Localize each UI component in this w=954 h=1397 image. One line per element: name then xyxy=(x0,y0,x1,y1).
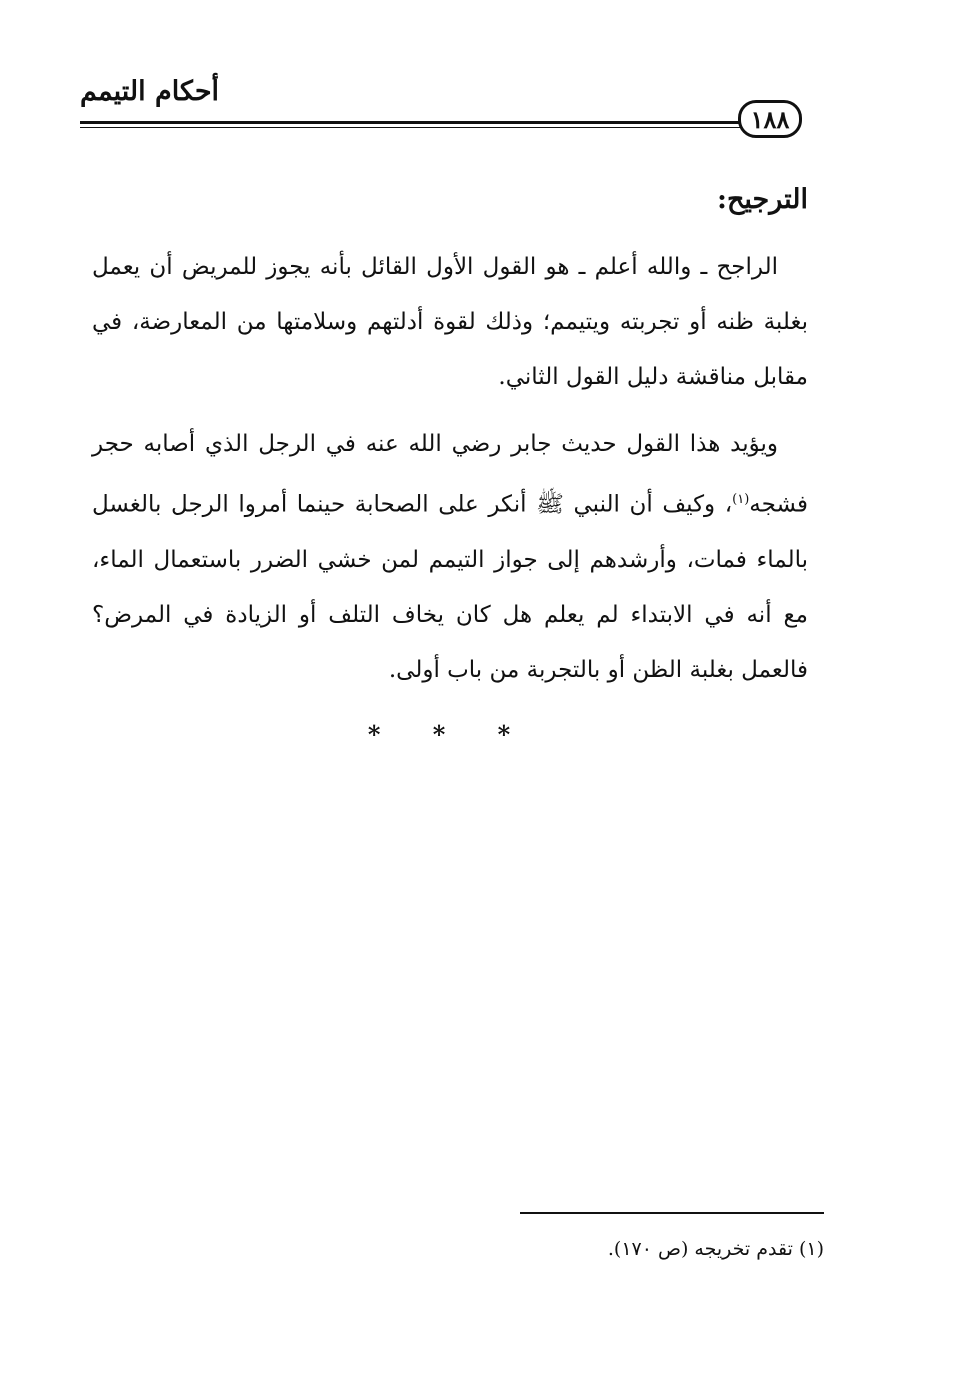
main-content xyxy=(92,178,808,749)
footnote-rule xyxy=(520,1212,824,1214)
section-separator: * * * xyxy=(367,719,533,749)
header-rule xyxy=(80,121,740,124)
paragraph-2 xyxy=(92,417,808,698)
paragraph-2-part-a: ويؤيد هذا القول حديث جابر رضي الله عنه في الرجل الذي أصابه حجر فشجه xyxy=(92,431,808,518)
section-heading: الترجيح: xyxy=(716,184,808,215)
footnote-text: تقدم تخريجه (ص ١٧٠). xyxy=(607,1238,793,1260)
footnote-number: (١) xyxy=(798,1238,824,1260)
footnote xyxy=(420,1238,824,1260)
page-number: ١٨٨ xyxy=(750,104,790,134)
footnote-reference: (١) xyxy=(732,492,750,507)
paragraph-1: الراجح ـ والله أعلم ـ هو القول الأول القائل بأنه يجوز للمريض أن يعمل بغلبة ظنه أو تجربته ويتيمم؛ وذلك لقوة أدلتهم وسلامتها من المعارضة، في مقابل مناقشة دليل القول الثاني. xyxy=(92,254,808,390)
header-rule-thin xyxy=(80,127,740,128)
page-number-badge xyxy=(738,100,802,138)
paragraph-2-part-b: ، وكيف أن النبي ﷺ أنكر على الصحابة حينما أمروا الرجل بالغسل بالماء فمات، وأرشدهم إلى جواز التيمم لمن خشي الضرر باستعمال الماء، مع أنه في الابتداء لم يعلم هل كان يخاف التلف أو الزيادة في المرض؟ فالعمل بغلبة الظن أو بالتجربة من باب أولى. xyxy=(92,491,808,683)
running-header-title: أحكام التيمم xyxy=(80,76,220,107)
